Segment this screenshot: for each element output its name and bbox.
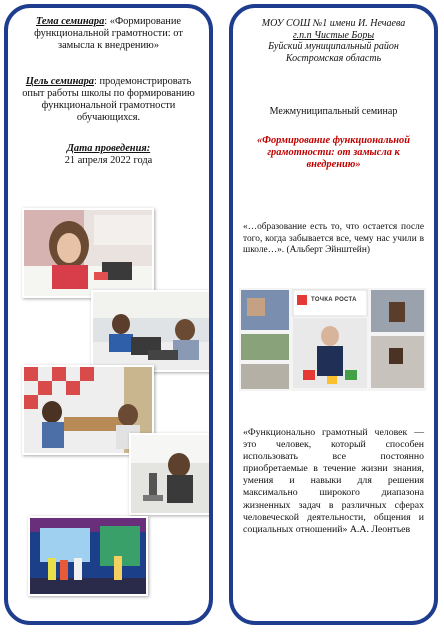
seminar-kind: Межмуниципальный семинар: [269, 106, 398, 117]
photo-microscope: [129, 433, 213, 515]
right-panel: [229, 4, 438, 625]
school-district: Буйский муниципальный район: [268, 41, 399, 52]
photo-boys-laptops: [91, 290, 213, 372]
date-label: Дата проведения:: [66, 143, 151, 154]
school-town: г.п.п Чистые Боры: [292, 29, 375, 41]
topic-label: Тема семинара: [35, 16, 105, 27]
topic-value: : «Формирование функциональной грамотности: от замысла к внедрению»: [34, 16, 183, 51]
collage-banner-text: ТОЧКА РОСТА: [311, 297, 357, 303]
photo-stage: [28, 516, 148, 596]
date-value: 21 апреля 2022 года: [64, 155, 153, 166]
goal-label: Цель семинара: [25, 76, 94, 87]
school-block: [243, 18, 424, 64]
date-block: [18, 143, 199, 167]
leontiev-quote: «Функционально грамотный человек — это человек, который способен использовать все постоянно приобретаемые в течение жизни знания, умения и навыки для решения максимально широкого диапазона жизненных задач в различных сферах человеческой деятельности, общения и социальных отношений» А.А. Леонтьев: [243, 427, 424, 535]
goal-value: : продемонстрировать опыт работы школы по формированию функциональной грамотности обучающихся.: [22, 76, 195, 123]
photo-girl-robotics: [22, 208, 154, 298]
school-region: Костромская область: [285, 52, 382, 64]
left-panel: [4, 4, 213, 625]
school-name: МОУ СОШ №1 имени И. Нечаева: [261, 18, 406, 29]
seminar-title: «Формирование функциональной грамотности: от замысла к внедрению»: [256, 135, 411, 170]
einstein-quote: «…образование есть то, что остается после того, когда забывается все, чему нас учили в школе…». (Альберт Эйнштейн): [243, 222, 424, 255]
photo-collage: [239, 288, 426, 391]
goal-block: [18, 76, 199, 124]
topic-block: [18, 16, 199, 52]
